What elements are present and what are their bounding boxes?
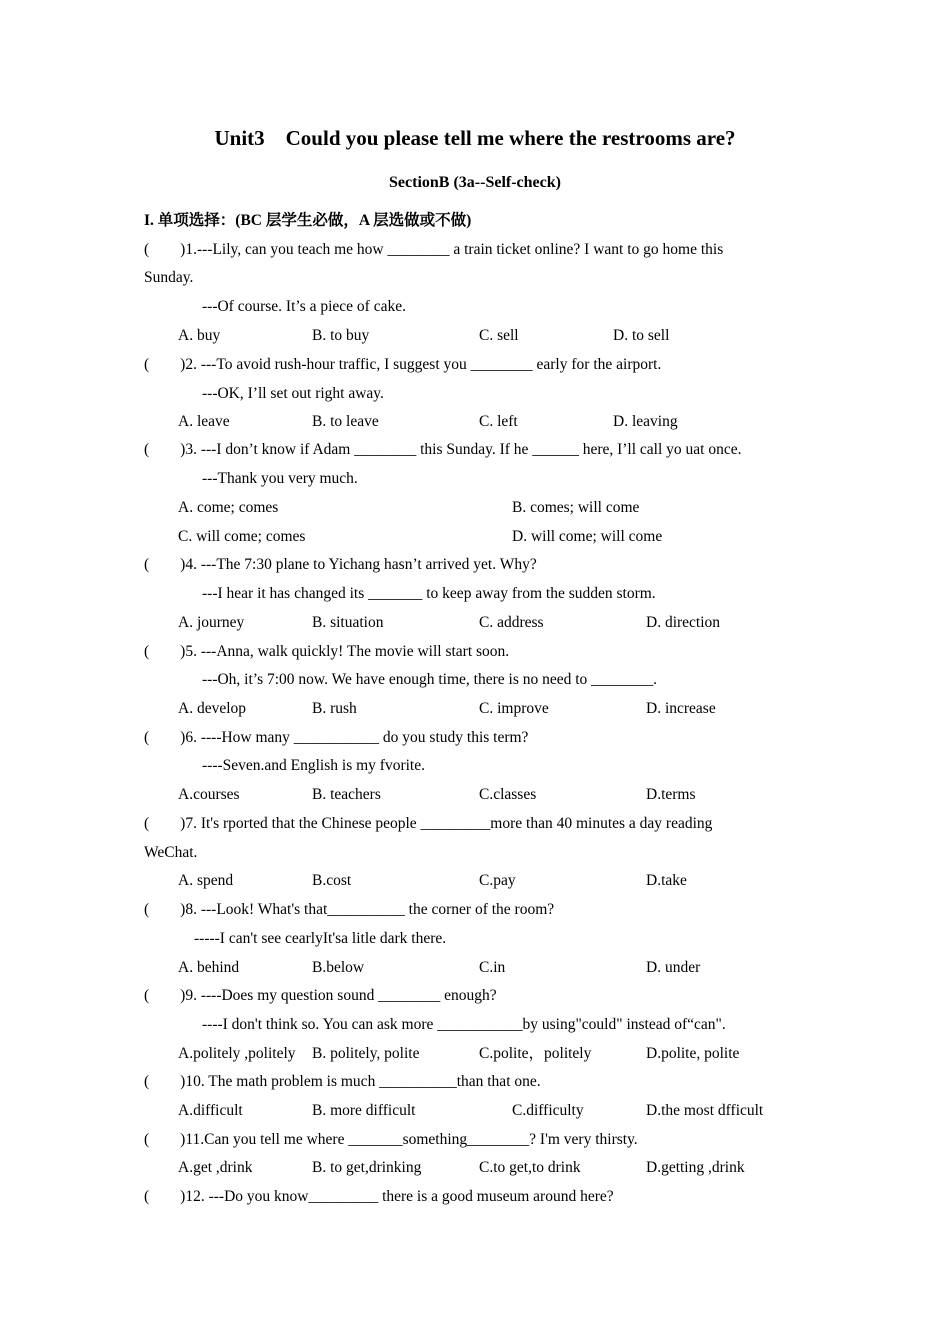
option-d: D. to sell [613,327,670,344]
question-number: ( )10. [144,1073,209,1090]
option-c: C. address [479,614,544,631]
option-a: A. leave [178,413,230,430]
question-number: ( )2. [144,356,201,373]
option-d: D. under [646,959,701,976]
option-c: C.to get,to drink [479,1159,581,1176]
option-a: A. develop [178,700,247,717]
question-1-reply: ---Of course. It’s a piece of cake. [202,298,406,315]
question-text: The math problem is much __________than that one. [208,1073,541,1090]
option-c: C.difficulty [512,1102,584,1119]
option-b: B. politely, polite [312,1045,420,1062]
question-5-stem [144,642,509,662]
option-c: C. sell [479,327,519,344]
question-7-stem-continued: WeChat. [144,844,198,861]
section-heading: I. 单项选择：(BC 层学生必做，A 层选做或不做) [144,212,472,229]
option-a: A. buy [178,327,221,344]
option-d: D.polite, polite [646,1045,740,1062]
option-c: C. left [479,413,518,430]
question-number: ( )5. [144,643,201,660]
option-d: D.take [646,872,687,889]
question-text: ---The 7:30 plane to Yichang hasn’t arrived yet. Why? [200,556,537,573]
question-number: ( )8. [144,901,201,918]
option-d: D. will come; will come [512,528,663,545]
option-b: B. to get,drinking [312,1159,422,1176]
option-c: C.classes [479,786,537,803]
option-b: B. comes; will come [512,499,640,516]
option-a: A. journey [178,614,245,631]
option-d: D. increase [646,700,716,717]
question-6-reply: ----Seven.and English is my fvorite. [202,757,425,774]
question-text: Can you tell me where _______something________? I'm very thirsty. [204,1131,638,1148]
question-number: ( )12. [144,1188,209,1205]
question-number: ( )9. [144,987,201,1004]
option-b: B. to leave [312,413,379,430]
option-b: B. to buy [312,327,370,344]
option-b: B. situation [312,614,384,631]
question-10-stem [144,1072,541,1092]
question-text: ---Look! What's that__________ the corner of the room? [200,901,555,918]
question-12-stem [144,1187,614,1207]
option-c: C.pay [479,872,516,889]
option-b: B. more difficult [312,1102,416,1119]
question-3-reply: ---Thank you very much. [202,470,358,487]
option-d: D.terms [646,786,696,803]
page-subtitle: SectionB (3a--Self-check) [389,174,561,191]
option-a: A.get ,drink [178,1159,253,1176]
question-2-reply: ---OK, I’ll set out right away. [202,385,384,402]
question-text: It's rported that the Chinese people _________more than 40 minutes a day reading [200,815,713,832]
question-number: ( )1. [144,241,197,258]
question-7-stem [144,814,712,834]
option-d: D.getting ,drink [646,1159,745,1176]
question-8-stem [144,900,554,920]
question-text: ---Lily, can you teach me how ________ a train ticket online? I want to go home this [196,241,724,258]
question-text: ---Anna, walk quickly! The movie will start soon. [200,643,510,660]
question-text: ---To avoid rush-hour traffic, I suggest you ________ early for the airport. [200,356,662,373]
question-4-reply: ---I hear it has changed its _______ to keep away from the sudden storm. [202,585,656,602]
question-text: ---I don’t know if Adam ________ this Sunday. If he ______ here, I’ll call yo uat once. [200,441,742,458]
option-a: A.courses [178,786,240,803]
question-5-reply: ---Oh, it’s 7:00 now. We have enough time, there is no need to ________. [202,671,658,688]
option-d: D. leaving [613,413,678,430]
question-4-stem [144,555,537,575]
question-9-stem [144,986,497,1006]
option-b: B. teachers [312,786,381,803]
question-2-stem [144,355,661,375]
question-number: ( )4. [144,556,201,573]
question-3-stem [144,440,742,460]
option-a: A.politely ,politely [178,1045,296,1062]
option-c: C. will come; comes [178,528,306,545]
question-number: ( )6. [144,729,201,746]
question-8-reply: -----I can't see cearlyIt'sa litle dark there. [194,930,447,947]
option-b: B. rush [312,700,357,717]
option-d: D. direction [646,614,721,631]
question-1-stem [144,240,723,260]
option-b: B.below [312,959,365,976]
option-a: A.difficult [178,1102,243,1119]
option-a: A. behind [178,959,240,976]
option-c: C.in [479,959,506,976]
question-number: ( )3. [144,441,201,458]
question-text: ----Does my question sound ________ enough? [200,987,497,1004]
question-11-stem [144,1130,638,1150]
option-c: C. improve [479,700,549,717]
question-text: ----How many ___________ do you study this term? [200,729,529,746]
question-9-reply: ----I don't think so. You can ask more ___________by using"could" instead of“can". [202,1016,726,1033]
option-a: A. come; comes [178,499,279,516]
question-text: ---Do you know_________ there is a good museum around here? [208,1188,614,1205]
question-1-stem-continued: Sunday. [144,269,194,286]
option-d: D.the most dfficult [646,1102,764,1119]
option-c: C.polite，politely [479,1045,592,1062]
option-a: A. spend [178,872,234,889]
question-6-stem [144,728,528,748]
question-number: ( )11. [144,1131,205,1148]
question-number: ( )7. [144,815,201,832]
page-title: Unit3 Could you please tell me where the restrooms are? [214,126,736,150]
option-b: B.cost [312,872,352,889]
